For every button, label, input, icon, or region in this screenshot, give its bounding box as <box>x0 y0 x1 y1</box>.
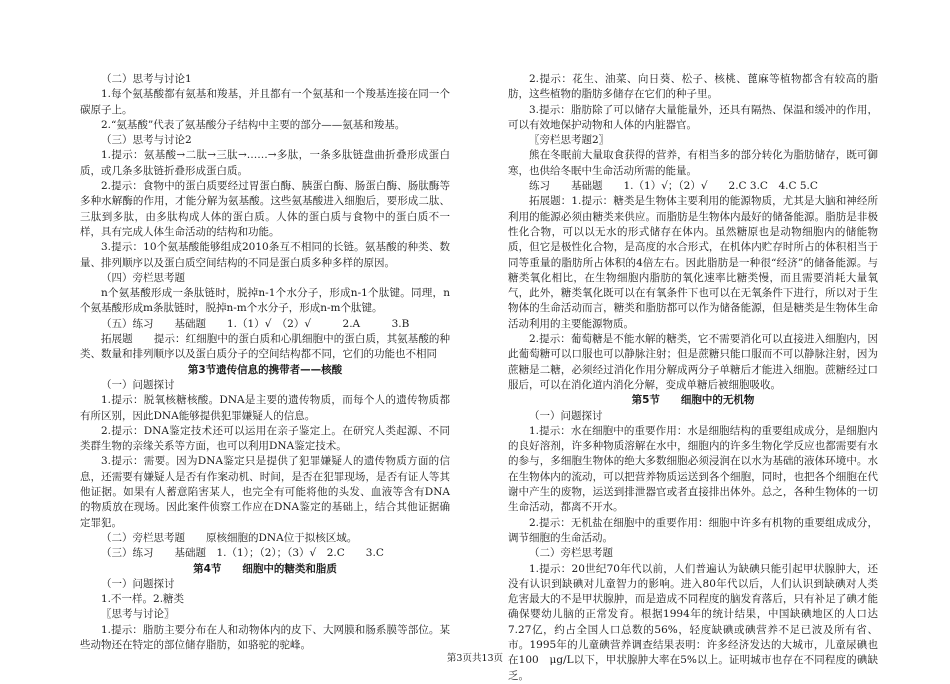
paragraph: （二）旁栏思考题 <box>529 547 613 560</box>
paragraph: 2.提示：无机盐在细胞中的重要作用：细胞中许多有机物的重要组成成分，调节细胞的生命活动。 <box>508 516 878 544</box>
paragraph: （五）练习 基础题 1.（1）√ （2）√ 2.A 3.B <box>101 317 410 330</box>
paragraph: 2.提示：花生、油菜、向日葵、松子、核桃、蓖麻等植物都含有较高的脂肪，这些植物的脂肪多储存在它们的种子里。 <box>508 73 878 101</box>
paragraph: 练习 基础题 1.（1）√；（2）√ 2.C 3.C 4.C 5.C <box>529 180 818 193</box>
paragraph: 3.提示：脂肪除了可以储存大量能量外，还具有隔热、保温和缓冲的作用，可以有效地保护动物和人体的内脏器官。 <box>508 103 878 131</box>
paragraph: （一）问题探讨 <box>101 378 175 391</box>
paragraph: （二）旁栏思考题 原核细胞的DNA位于拟核区域。 <box>101 531 358 544</box>
paragraph: 熊在冬眠前大量取食获得的营养，有相当多的部分转化为脂肪储存，既可御寒，也供给冬眠中生命活动所需的能量。 <box>508 149 878 177</box>
paragraph: 1.提示：脂肪主要分布在人和动物体内的皮下、大网膜和肠系膜等部位。某些动物还在特定的部位储存脂肪，如骆驼的驼峰。 <box>80 623 450 651</box>
paragraph: 1.提示：水在细胞中的重要作用：水是细胞结构的重要组成成分，是细胞内的良好溶剂，许多种物质溶解在水中，细胞内的许多生物化学反应也都需要有水的参与，多细胞生物体的绝大多数细胞必须浸润在以水为基础的液体环境中。水在生物体内的流动，可以把营养物质运送到各个细胞，同时，也把各个细胞在代谢中产生的废物，运送到排泄器官或者直接排出体外。总之，各种生物体的一切生命活动，都离不开水。 <box>508 424 878 514</box>
paragraph: （三）思考与讨论2 <box>101 134 192 147</box>
paragraph: 1.提示：20世纪70年代以前，人们普遍认为缺碘只能引起甲状腺肿大，还没有认识到缺碘对儿童智力的影响。进入80年代以后，人们认识到缺碘对人类危害最大的不是甲状腺肿，而是造成不同程度的脑发育落后，只有补足了碘才能确保婴幼儿脑的正常发育。根据1994年的统计结果，中国缺碘地区的人口达7.27亿，约占全国人口总数的56%，轻度缺碘或碘营养不足已波及所有省、市。1995年的儿童碘营养调查结果表明：许多经济发达的大城市，儿童尿碘也在100 μg/L以下，甲状腺肿大率在5%以上。证明城市也存在不同程度的碘缺乏。 <box>508 562 878 682</box>
paragraph: 1.每个氨基酸都有氨基和羧基，并且都有一个氨基和一个羧基连接在同一个碳原子上。 <box>80 88 450 116</box>
paragraph: 2.“氨基酸”代表了氨基酸分子结构中主要的部分——氨基和羧基。 <box>101 118 406 131</box>
section-heading: 第4节 细胞中的糖类和脂质 <box>193 562 337 575</box>
paragraph: （四）旁栏思考题 <box>101 271 185 284</box>
paragraph: 拓展题 提示：红细胞中的蛋白质和心肌细胞中的蛋白质，其氨基酸的种类、数量和排列顺序以及蛋白质分子的空间结构都不同，它们的功能也不相同 <box>80 333 450 361</box>
section-heading: 第3节遗传信息的携带者——核酸 <box>187 363 343 376</box>
paragraph: （一）问题探讨 <box>101 577 175 590</box>
paragraph: （一）问题探讨 <box>529 409 603 422</box>
paragraph: n个氨基酸形成一条肽链时，脱掉n-1个水分子，形成n-1个肽键。同理，n个氨基酸形成m条肽链时，脱掉n-m个水分子，形成n-m个肽键。 <box>80 287 450 315</box>
page-footer: 第3页共13页 <box>446 653 504 664</box>
paragraph: 2.提示：食物中的蛋白质要经过胃蛋白酶、胰蛋白酶、肠蛋白酶、肠肽酶等多种水解酶的作用，才能分解为氨基酸。这些氨基酸进入细胞后，要形成二肽、三肽到多肽，由多肽构成人体的蛋白质。人体的蛋白质与食物中的蛋白质不一样，具有完成人体生命活动的结构和功能。 <box>80 180 450 238</box>
paragraph: 2.提示：DNA鉴定技术还可以运用在亲子鉴定上。在研究人类起源、不同类群生物的亲缘关系等方面，也可以利用DNA鉴定技术。 <box>80 424 450 453</box>
paragraph: 1.提示：脱氧核糖核酸。DNA是主要的遗传物质，而每个人的遗传物质都有所区别，因此DNA能够提供犯罪嫌疑人的信息。 <box>80 394 450 422</box>
paragraph: 〖思考与讨论〗 <box>101 608 175 621</box>
paragraph: 1.提示：氨基酸→二肽→三肽→……→多肽，一条多肽链盘曲折叠形成蛋白质，或几条多肽链折叠形成蛋白质。 <box>80 149 450 177</box>
paragraph: 拓展题：1.提示：糖类是生物体主要利用的能源物质，尤其是大脑和神经所利用的能源必须由糖类来供应。而脂肪是生物体内最好的储备能源。脂肪是非极性化合物，可以以无水的形式储存在体内。虽然糖原也是动物细胞内的储能物质，但它是极性化合物，是高度的水合形式，在机体内贮存时所占的体积相当于同等重量的脂肪所占体积的4倍左右。因此脂肪是一种很“经济”的储备能源。与糖类氧化相比，在生物细胞内脂肪的氧化速率比糖类慢，而且需要消耗大量氧气，此外，糖类氧化既可以在有氧条件下也可以在无氧条件下进行，所以对于生物体的生命活动而言，糖类和脂肪都可以作为储备能源，但是糖类是生物体生命活动利用的主要能源物质。 <box>508 195 878 330</box>
right-column <box>508 72 878 684</box>
paragraph: 2.提示：葡萄糖是不能水解的糖类，它不需要消化可以直接进入细胞内，因此葡萄糖可以口服也可以静脉注射；但是蔗糖只能口服而不可以静脉注射，因为蔗糖是二糖，必须经过消化作用分解成两分子单糖后才能进入细胞。蔗糖经过口服后，可以在消化道内消化分解，变成单糖后被细胞吸收。 <box>508 333 878 391</box>
paragraph: （三）练习 基础题 1.（1）；（2）；（3）√ 2.C 3.C <box>101 547 384 560</box>
paragraph: 〖旁栏思考题2〗 <box>529 134 610 147</box>
paragraph: （二）思考与讨论1 <box>101 73 192 85</box>
paragraph: 3.提示：10个氨基酸能够组成2010条互不相同的长链。氨基酸的种类、数量、排列顺序以及蛋白质空间结构的不同是蛋白质多种多样的原因。 <box>80 241 450 269</box>
paragraph: 3.提示：需要。因为DNA鉴定只是提供了犯罪嫌疑人的遗传物质方面的信息，还需要有嫌疑人是否有作案动机、时间，是否在犯罪现场，是否有证人等其他证据。如果有人蓄意陷害某人，也完全有可能将他的头发、血液等含有DNA的物质放在现场。因此案件侦察工作应在DNA鉴定的基础上，结合其他证据确定罪犯。 <box>80 455 450 529</box>
section-heading: 第5节 细胞中的无机物 <box>631 394 755 407</box>
left-column <box>80 72 450 653</box>
paragraph: 1.不一样。2.糖类 <box>101 593 185 606</box>
